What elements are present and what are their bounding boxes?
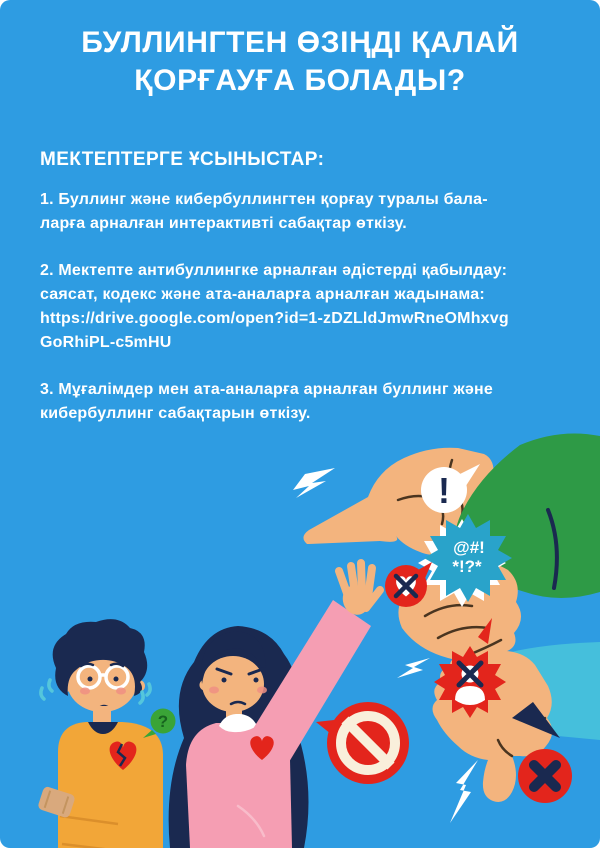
lightning-icon (293, 468, 335, 498)
x-mark-icon (518, 749, 572, 803)
lightning-icon-bottom (450, 760, 478, 823)
page-title-line-2: ҚОРҒАУҒА БОЛАДЫ? (134, 64, 466, 97)
recommendations-list (40, 188, 580, 449)
profanity-text-line-1: @#! (453, 538, 485, 557)
recommendation-item-1 (40, 188, 580, 236)
prohibition-sign-icon (316, 702, 409, 784)
boy-sweater (58, 722, 163, 848)
recommendation-2-line-2: саясат, кодекс және ата-аналарға арналған жадынама: (40, 286, 485, 303)
profanity-text-line-2: *!?* (452, 557, 482, 576)
page-title-line-1: БУЛЛИНГТЕН ӨЗІҢДІ ҚАЛАЙ (81, 26, 519, 59)
lightning-icon-small (397, 658, 430, 678)
page-title (0, 24, 600, 100)
recommendation-3-line-2: кибербуллинг сабақтарын өткізу. (40, 405, 311, 422)
bullying-illustration (0, 420, 600, 848)
drive-link-line-2: GoRhiPL-c5mHU (40, 334, 172, 351)
recommendation-1-line-1: 1. Буллинг және кибербуллингтен қорғау туралы бала- (40, 191, 488, 208)
victim-boy (37, 619, 175, 848)
section-subtitle: МЕКТЕПТЕРГЕ ҰСЫНЫСТАР: (40, 149, 325, 170)
recommendation-1-line-2: ларға арналған интерактивті сабақтар өткізу. (40, 215, 407, 232)
recommendation-item-2 (40, 259, 580, 355)
recommendation-3-line-1: 3. Мұғалімдер мен ата-аналарға арналған буллинг және (40, 381, 493, 398)
exclamation-glyph: ! (438, 470, 450, 511)
defender-girl (169, 563, 380, 848)
drive-link-line-1: https://drive.google.com/open?id=1-zDZLldJmwRneOMhxvg (40, 310, 509, 327)
recommendation-2-line-1: 2. Мектепте антибуллингке арналған әдістерді қабылдау: (40, 262, 508, 279)
recommendation-item-3 (40, 378, 580, 426)
question-glyph: ? (157, 712, 169, 731)
